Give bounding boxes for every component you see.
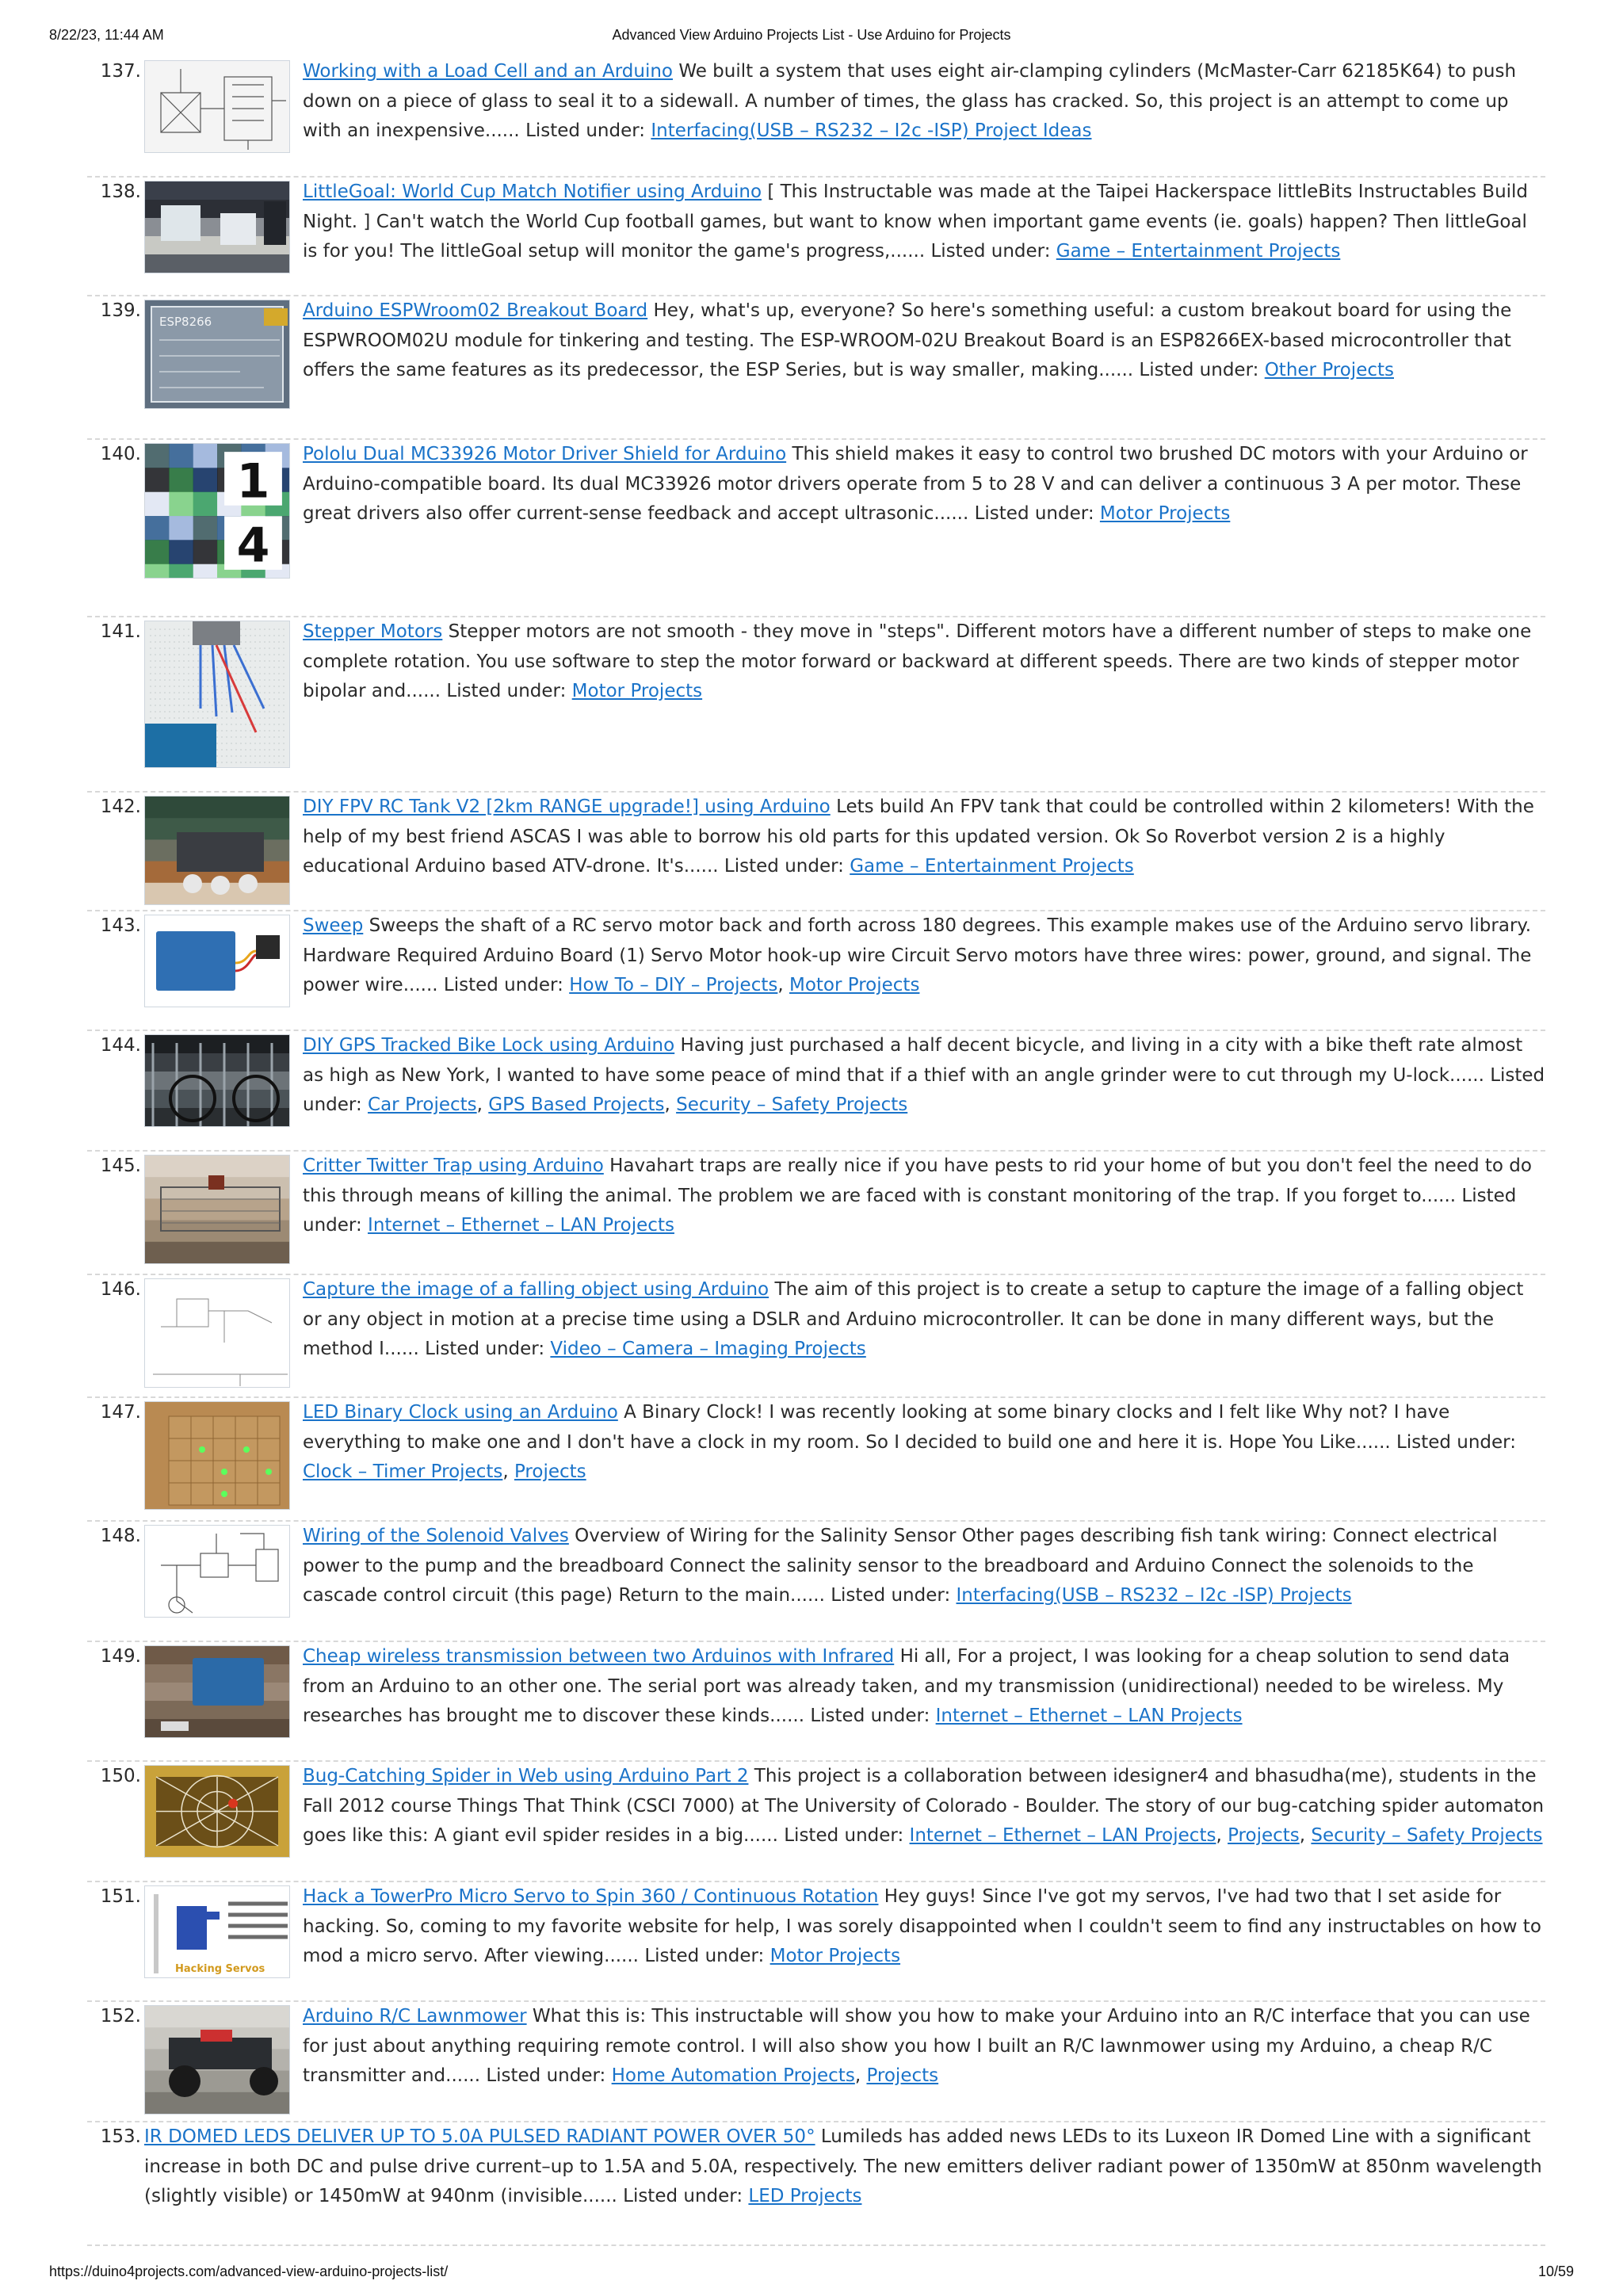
item-body xyxy=(303,57,1545,147)
print-header xyxy=(0,24,1623,55)
project-list-item xyxy=(87,793,1545,911)
item-number: 148. xyxy=(100,1526,141,1546)
project-list-item xyxy=(87,1882,1545,2002)
category-separator: , xyxy=(664,1095,677,1115)
listed-under-label: Listed under: xyxy=(303,1185,1517,1236)
print-page-title: Advanced View Arduino Projects List - Use Arduino for Projects xyxy=(612,27,1011,43)
project-title-link[interactable]: Capture the image of a falling object using Arduino xyxy=(303,1279,769,1300)
listed-under-label: Listed under: xyxy=(784,1825,904,1846)
item-body xyxy=(303,1398,1545,1488)
project-thumbnail[interactable] xyxy=(144,1885,290,1978)
category-separator: , xyxy=(1216,1825,1228,1846)
item-number: 138. xyxy=(100,181,141,202)
item-body xyxy=(303,2002,1545,2092)
project-list-item xyxy=(87,440,1545,617)
category-link[interactable]: Motor Projects xyxy=(571,681,703,701)
item-number: 141. xyxy=(100,621,141,642)
project-list-item xyxy=(87,911,1545,1031)
project-list-item xyxy=(87,1031,1545,1152)
project-description: Lumileds has added news LEDs to its Luxeon IR Domed Line with a significant increase in both DC and pulse drive current–up to 1.5A and 5.0A, respectively. The new emitters deliver radiant power of 1350mW at 850nm wavelength (slightly visible) or 1450mW at 940nm (invisible...... xyxy=(144,2126,1542,2206)
item-number: 140. xyxy=(100,444,141,464)
item-body xyxy=(303,1031,1545,1121)
project-title-link[interactable]: Pololu Dual MC33926 Motor Driver Shield for Arduino xyxy=(303,444,787,464)
item-number: 152. xyxy=(100,2006,141,2027)
category-link[interactable]: Motor Projects xyxy=(789,975,920,995)
item-number: 143. xyxy=(100,915,141,936)
print-url: https://duino4projects.com/advanced-view-arduino-projects-list/ xyxy=(49,2264,449,2279)
category-link[interactable]: Projects xyxy=(866,2065,939,2086)
listed-under-label: Listed under: xyxy=(525,120,646,141)
item-body xyxy=(144,2122,1545,2212)
category-link[interactable]: Video – Camera – Imaging Projects xyxy=(550,1339,866,1359)
category-link[interactable]: Projects xyxy=(1228,1825,1300,1846)
svg-text:4: 4 xyxy=(236,518,270,574)
project-thumbnail[interactable] xyxy=(144,181,290,273)
category-link[interactable]: LED Projects xyxy=(748,2186,862,2206)
project-list-item xyxy=(87,2002,1545,2122)
project-list-item xyxy=(87,1642,1545,1762)
project-list-item xyxy=(87,1522,1545,1642)
category-separator: , xyxy=(777,975,789,995)
projects-list xyxy=(87,57,1545,2246)
project-title-link[interactable]: Wiring of the Solenoid Valves xyxy=(303,1526,569,1546)
project-title-link[interactable]: LED Binary Clock using an Arduino xyxy=(303,1402,618,1423)
listed-under-label: Listed under: xyxy=(1139,360,1259,380)
project-title-link[interactable]: Bug-Catching Spider in Web using Arduino Part 2 xyxy=(303,1766,749,1786)
project-description: The aim of this project is to create a setup to capture the image of a falling object or any object in motion at a precise time using a DSLR and Arduino microcontroller. It can be done in many different ways, but the method I...... xyxy=(303,1279,1524,1359)
item-body xyxy=(303,1275,1545,1365)
item-number: 142. xyxy=(100,797,141,817)
item-body xyxy=(303,1882,1545,1972)
listed-under-label: Listed under: xyxy=(974,503,1094,524)
category-link[interactable]: Internet – Ethernet – LAN Projects xyxy=(909,1825,1216,1846)
item-body xyxy=(303,1522,1545,1611)
item-body xyxy=(303,1152,1545,1241)
print-datetime: 8/22/23, 11:44 AM xyxy=(49,27,164,43)
project-description: Lets build An FPV tank that could be controlled within 2 kilometers! With the help of my best friend ASCAS I was able to borrow his old parts for this updated version. Ok So Roverbot version 2 is a highly educational Arduino based ATV-drone. It's...... xyxy=(303,797,1534,877)
listed-under-label: Listed under: xyxy=(810,1706,930,1726)
project-description: Sweeps the shaft of a RC servo motor back and forth across 180 degrees. This example makes use of the Arduino servo library. Hardware Required Arduino Board (1) Servo Motor hook-up wire Circuit Servo motors have three wires: power, ground, and signal. The power wire...... xyxy=(303,915,1532,995)
project-description: We built a system that uses eight air-clamping cylinders (McMaster-Carr 62185K64) to push down on a piece of glass to seal it to a sidewall. A number of times, the glass has cracked. So, this project is an attempt to come up with an inexpensive...... xyxy=(303,61,1517,141)
item-body xyxy=(303,1642,1545,1732)
listed-under-label: Listed under: xyxy=(303,1064,1545,1115)
project-description: Hey, what's up, everyone? So here's something useful: a custom breakout board for using the ESPWROOM02U module for tinkering and testing. The ESP-WROOM-02U Breakout Board is an ESP8266EX-based microcontroller that offers the same features as its predecessor, the ESP Series, but is way smaller, making...... xyxy=(303,300,1512,380)
project-list-item xyxy=(87,178,1545,296)
print-footer xyxy=(0,2260,1623,2292)
print-page-number: 10/59 xyxy=(1537,2264,1574,2279)
item-body xyxy=(303,1762,1545,1851)
project-title-link[interactable]: Stepper Motors xyxy=(303,621,443,642)
project-thumbnail[interactable] xyxy=(144,915,290,1007)
project-description: This shield makes it easy to control two brushed DC motors with your Arduino or Arduino-compatible board. Its dual MC33926 motor drivers operate from 5 to 28 V and can deliver a continuous 3 A per motor. These great drivers also offer current-sense feedback and accept ultrasonic...... xyxy=(303,444,1528,524)
category-link[interactable]: Game – Entertainment Projects xyxy=(850,856,1134,877)
category-link[interactable]: Motor Projects xyxy=(769,1946,901,1966)
category-separator: , xyxy=(476,1095,489,1115)
project-list-item xyxy=(87,1275,1545,1398)
category-link[interactable]: Internet – Ethernet – LAN Projects xyxy=(368,1215,674,1236)
listed-under-label: Listed under: xyxy=(486,2065,606,2086)
project-description: Havahart traps are really nice if you have pests to rid your home of but you don't feel the need to do this through means of killing the animal. The problem we are faced with is constant monitoring of the trap. If you forget to...... xyxy=(303,1156,1532,1206)
item-number: 153. xyxy=(100,2126,141,2147)
project-title-link[interactable]: LittleGoal: World Cup Match Notifier using Arduino xyxy=(303,181,762,202)
project-description: A Binary Clock! I was recently looking at some binary clocks and I felt like Why not? I have everything to make one and I don't have a clock in my room. So I decided to build one and here it is. Hope You Like...... xyxy=(303,1402,1450,1453)
project-title-link[interactable]: IR DOMED LEDS DELIVER UP TO 5.0A PULSED RADIANT POWER OVER 50° xyxy=(144,2126,815,2147)
listed-under-label: Listed under: xyxy=(831,1585,951,1606)
project-title-link[interactable]: Cheap wireless transmission between two Arduinos with Infrared xyxy=(303,1646,895,1667)
project-thumbnail[interactable] xyxy=(144,1401,290,1510)
project-list-item xyxy=(87,1152,1545,1275)
project-list-item xyxy=(87,296,1545,440)
project-description: [ This Instructable was made at the Taipei Hackerspace littleBits Instructables Build Night. ] Can't watch the World Cup football games, but want to know when important game events (ie. goals) happen? Then littleGoal is for you! The littleGoal setup will monitor the game's progress,...... xyxy=(303,181,1529,262)
category-link[interactable]: Security – Safety Projects xyxy=(676,1095,908,1115)
item-number: 147. xyxy=(100,1402,141,1423)
project-title-link[interactable]: Critter Twitter Trap using Arduino xyxy=(303,1156,604,1176)
category-link[interactable]: Internet – Ethernet – LAN Projects xyxy=(935,1706,1243,1726)
project-thumbnail[interactable] xyxy=(144,1525,290,1618)
project-thumbnail[interactable] xyxy=(144,2005,290,2115)
category-link[interactable]: Interfacing(USB – RS232 – I2c -ISP) Project Ideas xyxy=(651,120,1092,141)
project-title-link[interactable]: DIY FPV RC Tank V2 [2km RANGE upgrade!] using Arduino xyxy=(303,797,831,817)
listed-under-label: Listed under: xyxy=(443,975,563,995)
listed-under-label: Listed under: xyxy=(724,856,844,877)
item-body xyxy=(303,617,1545,707)
project-thumbnail[interactable] xyxy=(144,1034,290,1127)
project-thumbnail[interactable] xyxy=(144,796,290,905)
project-thumbnail[interactable] xyxy=(144,621,290,768)
project-list-item xyxy=(87,1398,1545,1522)
project-description: Overview of Wiring for the Salinity Sensor Other pages describing fish tank wiring: Connect electrical power to the pump and the breadboard Connect the salinity sensor to the breadboard and Arduino Connect the solenoids to the cascade control circuit (this page) Return to the main...... xyxy=(303,1526,1498,1606)
item-number: 144. xyxy=(100,1035,141,1056)
item-body xyxy=(303,440,1545,529)
item-number: 145. xyxy=(100,1156,141,1176)
project-thumbnail[interactable] xyxy=(144,1645,290,1738)
category-link[interactable]: Clock – Timer Projects xyxy=(303,1461,503,1482)
category-separator: , xyxy=(1299,1825,1312,1846)
project-thumbnail[interactable] xyxy=(144,443,290,579)
project-title-link[interactable]: Arduino R/C Lawnmower xyxy=(303,2006,527,2027)
listed-under-label: Listed under: xyxy=(1396,1431,1516,1453)
item-number: 137. xyxy=(100,61,141,82)
category-link[interactable]: Security – Safety Projects xyxy=(1311,1825,1543,1846)
svg-text:Hacking Servos: Hacking Servos xyxy=(175,1963,265,1975)
category-link[interactable]: Game – Entertainment Projects xyxy=(1056,241,1341,262)
item-number: 149. xyxy=(100,1646,141,1667)
item-number: 146. xyxy=(100,1279,141,1300)
project-title-link[interactable]: Arduino ESPWroom02 Breakout Board xyxy=(303,300,648,321)
project-description: Having just purchased a half decent bicycle, and living in a city with a bike theft rate almost as high as New York, I wanted to have some peace of mind that if a thief with an angle grinder were to cut through my U-lock...... xyxy=(303,1035,1523,1086)
listed-under-label: Listed under: xyxy=(446,681,567,701)
project-list-item xyxy=(87,2122,1545,2246)
item-number: 139. xyxy=(100,300,141,321)
listed-under-label: Listed under: xyxy=(644,1946,765,1966)
category-link[interactable]: Projects xyxy=(514,1461,586,1482)
category-link[interactable]: GPS Based Projects xyxy=(488,1095,665,1115)
project-title-link[interactable]: DIY GPS Tracked Bike Lock using Arduino xyxy=(303,1035,675,1056)
svg-text:1: 1 xyxy=(236,453,270,510)
project-thumbnail[interactable] xyxy=(144,60,290,153)
item-body xyxy=(303,911,1545,1001)
item-body xyxy=(303,296,1545,386)
project-description: Hi all, For a project, I was looking for a cheap solution to send data from an Arduino to an other one. The serial port was already taken, and my transmission (unidirectional) needed to be wireless. My researches has brought me to discover these kinds...... xyxy=(303,1646,1510,1726)
project-description: Hey guys! Since I've got my servos, I've had two that I set aside for hacking. So, coming to my favorite website for help, I was sorely disappointed when I couldn't seem to find any instructables on how to mod a micro servo. After viewing...... xyxy=(303,1886,1541,1966)
category-link[interactable]: How To – DIY – Projects xyxy=(569,975,778,995)
category-link[interactable]: Other Projects xyxy=(1264,360,1394,380)
project-thumbnail[interactable] xyxy=(144,1155,290,1264)
category-link[interactable]: Home Automation Projects xyxy=(611,2065,855,2086)
listed-under-label: Listed under: xyxy=(623,2186,743,2206)
category-link[interactable]: Interfacing(USB – RS232 – I2c -ISP) Projects xyxy=(956,1585,1352,1606)
listed-under-label: Listed under: xyxy=(930,241,1051,262)
project-title-link[interactable]: Sweep xyxy=(303,915,364,936)
project-title-link[interactable]: Working with a Load Cell and an Arduino xyxy=(303,61,673,82)
project-thumbnail[interactable] xyxy=(144,1765,290,1858)
project-list-item xyxy=(87,57,1545,178)
project-list-item xyxy=(87,617,1545,793)
project-thumbnail[interactable] xyxy=(144,300,290,409)
item-number: 151. xyxy=(100,1886,141,1907)
project-description: Stepper motors are not smooth - they move in "steps". Different motors have a different number of steps to make one complete rotation. You use software to step the motor forward or backward at different speeds. There are two kinds of stepper motor bipolar and...... xyxy=(303,621,1532,701)
project-description: This project is a collaboration between idesigner4 and bhasudha(me), students in the Fall 2012 course Things That Think (CSCI 7000) at The University of Colorado - Boulder. The story of our bug-catching spider automaton goes like this: A giant evil spider resides in a big...... xyxy=(303,1766,1545,1846)
svg-text:ESP8266: ESP8266 xyxy=(159,315,212,329)
project-title-link[interactable]: Hack a TowerPro Micro Servo to Spin 360 / Continuous Rotation xyxy=(303,1886,879,1907)
item-body xyxy=(303,178,1545,267)
item-body xyxy=(303,793,1545,882)
project-description: What this is: This instructable will show you how to make your Arduino into an R/C interface that you can use for just about anything requiring remote control. I will also show you how I built an R/C lawnmower using my Arduino, a cheap R/C transmitter and...... xyxy=(303,2006,1530,2086)
item-number: 150. xyxy=(100,1766,141,1786)
project-thumbnail[interactable] xyxy=(144,1278,290,1388)
category-link[interactable]: Motor Projects xyxy=(1099,503,1231,524)
listed-under-label: Listed under: xyxy=(425,1339,545,1359)
project-list-item xyxy=(87,1762,1545,1882)
category-separator: , xyxy=(854,2065,867,2086)
category-separator: , xyxy=(502,1461,514,1482)
category-link[interactable]: Car Projects xyxy=(368,1095,477,1115)
